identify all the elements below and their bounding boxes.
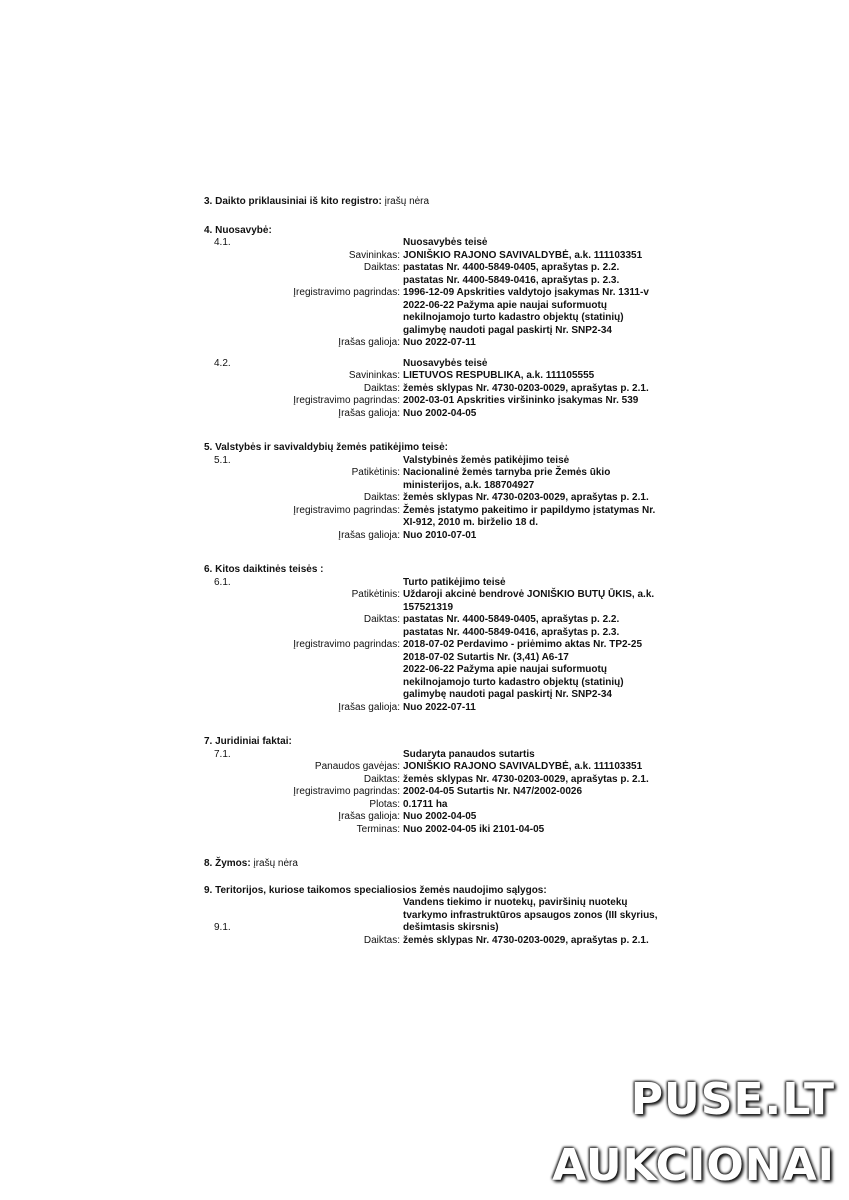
borrower-value: JONIŠKIO RAJONO SAVIVALDYBĖ, a.k. 111103351: [403, 761, 643, 772]
valid-value: Nuo 2002-04-05: [403, 811, 477, 822]
section-3-heading: 3. Daikto priklausiniai iš kito registro: įrašų nėra: [204, 196, 430, 207]
section-3: [0, 196, 849, 209]
section-3-value: įrašų nėra: [384, 196, 430, 207]
watermark-line-2: AUKCIONAI: [552, 1140, 835, 1191]
trustee-value: Nacionalinė žemės tarnyba prie Žemės ūkio ministerijos, a.k. 188704927: [403, 467, 611, 491]
section-6-heading: 6. Kitos daiktinės teisės :: [204, 564, 324, 575]
entry-number: 6.1.: [214, 576, 231, 588]
valid-value: Nuo 2022-07-11: [403, 337, 476, 348]
object-label: Daiktas:: [363, 492, 400, 503]
entry-4-1: [0, 237, 849, 350]
entry-type: Vandens tiekimo ir nuotekų, paviršinių nuotekų tvarkymo infrastruktūros apsaugos zonos (III skyrius, dešimtasis skirsnis): [403, 897, 658, 933]
valid-label: Įrašas galioja:: [338, 337, 400, 348]
object-value: žemės sklypas Nr. 4730-0203-0029, aprašytas p. 2.1.: [403, 773, 649, 785]
basis-value: Žemės įstatymo pakeitimo ir papildymo įstatymas Nr. XI-912, 2010 m. birželio 18 d.: [403, 504, 656, 528]
object-label: Daiktas:: [363, 614, 400, 625]
entry-number: 5.1.: [214, 454, 231, 466]
section-6: [0, 564, 849, 714]
entry-number: 4.2.: [214, 357, 231, 369]
basis-value: 2002-04-05 Sutartis Nr. N47/2002-0026: [403, 786, 583, 797]
entry-type: Nuosavybės teisė: [403, 237, 488, 248]
section-5-heading: 5. Valstybės ir savivaldybių žemės patikėjimo teisė:: [204, 442, 449, 453]
area-value: 0.1711 ha: [403, 798, 448, 810]
valid-value: Nuo 2010-07-01: [403, 529, 477, 541]
valid-label: Įrašas galioja:: [338, 407, 400, 419]
section-5: [0, 442, 849, 542]
trustee-value: Uždaroji akcinė bendrovė JONIŠKIO BUTŲ ŪKIS, a.k. 157521319: [403, 589, 655, 613]
trustee-label: Patikėtinis:: [351, 467, 400, 478]
entry-4-2: [0, 358, 849, 421]
entry-5-1: [0, 455, 849, 543]
section-8: [0, 858, 849, 871]
section-7-heading: 7. Juridiniai faktai:: [204, 736, 292, 747]
owner-label: Savininkas:: [348, 370, 400, 381]
section-9-heading: 9. Teritorijos, kuriose taikomos specialiosios žemės naudojimo sąlygos:: [204, 884, 547, 896]
term-value: Nuo 2002-04-05 iki 2101-04-05: [403, 823, 545, 835]
object-value: žemės sklypas Nr. 4730-0203-0029, aprašytas p. 2.1.: [403, 934, 649, 946]
basis-value: 2002-03-01 Apskrities viršininko įsakymas Nr. 539: [403, 395, 639, 406]
entry-9-1: [0, 897, 849, 947]
section-8-value: įrašų nėra: [253, 858, 298, 869]
valid-value: Nuo 2022-07-11: [403, 701, 476, 713]
area-label: Plotas:: [369, 798, 400, 810]
entry-7-1: [0, 749, 849, 837]
basis-label: Įregistravimo pagrindas:: [293, 287, 400, 298]
entry-number: 4.1.: [214, 237, 231, 248]
object-value: žemės sklypas Nr. 4730-0203-0029, aprašytas p. 2.1.: [403, 382, 649, 394]
object-label: Daiktas:: [363, 934, 400, 946]
entry-type: Sudaryta panaudos sutartis: [403, 748, 535, 760]
section-9: [0, 885, 849, 948]
basis-label: Įregistravimo pagrindas:: [293, 639, 400, 650]
object-value: pastatas Nr. 4400-5849-0405, aprašytas p. 2.2. pastatas Nr. 4400-5849-0416, aprašytas p. 2.3.: [403, 614, 620, 638]
entry-number: 7.1.: [214, 748, 231, 760]
watermark-line-1: PUSE.LT: [630, 1074, 835, 1125]
basis-value: 2018-07-02 Perdavimo - priėmimo aktas Nr. TP2-25 2018-07-02 Sutartis Nr. (3,41) A6-17 2022-06-22 Pažyma apie naujai suformuotų nekilnojamojo turto kadastro objektų (statinių) galimybę naudoti pagal paskirtį Nr. SNP2-34: [403, 639, 643, 700]
basis-label: Įregistravimo pagrindas:: [293, 395, 400, 406]
basis-label: Įregistravimo pagrindas:: [293, 786, 400, 797]
valid-value: Nuo 2002-04-05: [403, 407, 477, 419]
borrower-label: Panaudos gavėjas:: [314, 761, 400, 772]
trustee-label: Patikėtinis:: [351, 589, 400, 600]
entry-type: Nuosavybės teisė: [403, 357, 488, 369]
owner-value: LIETUVOS RESPUBLIKA, a.k. 111105555: [403, 370, 595, 381]
entry-type: Valstybinės žemės patikėjimo teisė: [403, 454, 570, 466]
section-4-heading: 4. Nuosavybė:: [204, 224, 272, 236]
section-7: [0, 736, 849, 836]
valid-label: Įrašas galioja:: [338, 811, 400, 822]
entry-type: Turto patikėjimo teisė: [403, 576, 506, 588]
section-8-heading: 8. Žymos: įrašų nėra: [204, 858, 298, 869]
object-label: Daiktas:: [363, 262, 400, 273]
basis-label: Įregistravimo pagrindas:: [293, 504, 400, 516]
valid-label: Įrašas galioja:: [338, 529, 400, 541]
entry-number: 9.1.: [214, 922, 231, 933]
basis-value: 1996-12-09 Apskrities valdytojo įsakymas Nr. 1311-v 2022-06-22 Pažyma apie naujai suformuotų nekilnojamojo turto kadastro objektų (statinių) galimybę naudoti pagal paskirtį Nr. SNP2-34: [403, 287, 649, 336]
document-body: [0, 196, 849, 962]
object-label: Daiktas:: [363, 382, 400, 394]
entry-6-1: [0, 577, 849, 715]
object-value: žemės sklypas Nr. 4730-0203-0029, aprašytas p. 2.1.: [403, 492, 649, 503]
owner-value: JONIŠKIO RAJONO SAVIVALDYBĖ, a.k. 111103351: [403, 249, 643, 261]
term-label: Terminas:: [356, 823, 400, 835]
owner-label: Savininkas:: [348, 249, 400, 261]
object-value: pastatas Nr. 4400-5849-0405, aprašytas p. 2.2. pastatas Nr. 4400-5849-0416, aprašytas p. 2.3.: [403, 262, 620, 286]
section-4: [0, 225, 849, 421]
valid-label: Įrašas galioja:: [338, 701, 400, 713]
object-label: Daiktas:: [363, 773, 400, 785]
